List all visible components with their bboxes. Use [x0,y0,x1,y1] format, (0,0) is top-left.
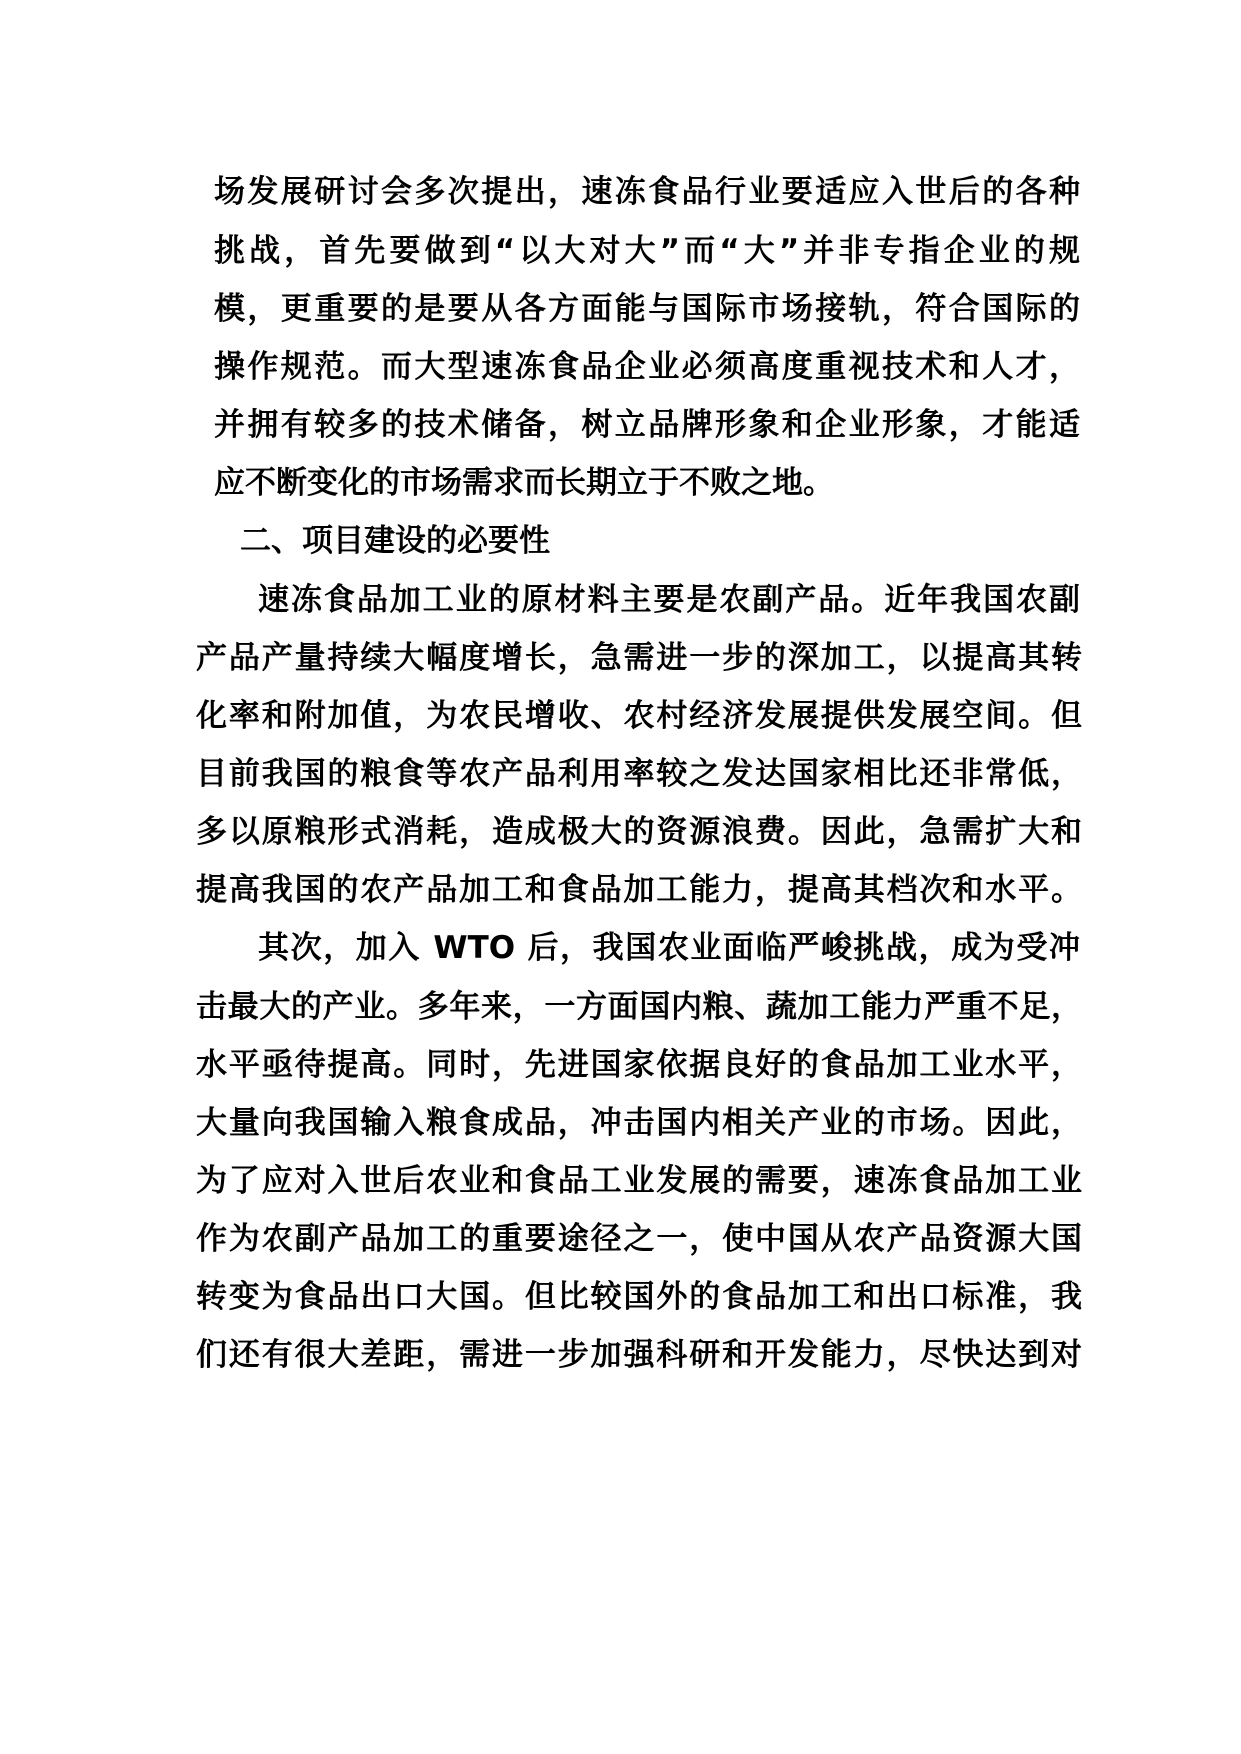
text-line: 大量向我国输入粮食成品，冲击国内相关产业的市场。因此， [196,1105,1082,1141]
text-line: 水平亟待提高。同时，先进国家依据良好的食品加工业水平， [196,1047,1082,1083]
text-line: 目前我国的粮食等农产品利用率较之发达国家相比还非常低， [196,756,1082,792]
text-line: 化率和附加值，为农民增收、农村经济发展提供发展空间。但 [196,698,1082,734]
text-line: 产品产量持续大幅度增长，急需进一步的深加工，以提高其转 [196,640,1082,676]
text-line: 们还有很大差距，需进一步加强科研和开发能力，尽快达到对 [196,1337,1082,1373]
text-line: 应不断变化的市场需求而长期立于不败之地。 [214,465,834,501]
text-line: 作为农副产品加工的重要途径之一，使中国从农产品资源大国 [196,1221,1082,1257]
text-line: 挑战，首先要做到“以大对大”而“大”并非专指企业的规 [214,233,1080,269]
section-heading: 二、项目建设的必要性 [240,523,550,559]
text-line: 模，更重要的是要从各方面能与国际市场接轨，符合国际的 [214,291,1080,327]
text-line: 操作规范。而大型速冻食品企业必须高度重视技术和人才， [214,349,1080,385]
text-line: 场发展研讨会多次提出，速冻食品行业要适应入世后的各种 [214,174,1080,210]
text-line: 速冻食品加工业的原材料主要是农副产品。近年我国农副 [258,582,1080,618]
text-line: 击最大的产业。多年来，一方面国内粮、蔬加工能力严重不足， [196,989,1082,1025]
text-line: 其次，加入 WTO 后，我国农业面临严峻挑战，成为受冲 [258,930,1080,966]
text-line: 多以原粮形式消耗，造成极大的资源浪费。因此，急需扩大和 [196,814,1082,850]
text-line: 提高我国的农产品加工和食品加工能力，提高其档次和水平。 [196,872,1082,908]
text-line: 为了应对入世后农业和食品工业发展的需要，速冻食品加工业 [196,1163,1082,1199]
text-line: 转变为食品出口大国。但比较国外的食品加工和出口标准，我 [196,1279,1082,1315]
text-line: 并拥有较多的技术储备，树立品牌形象和企业形象，才能适 [214,407,1080,443]
